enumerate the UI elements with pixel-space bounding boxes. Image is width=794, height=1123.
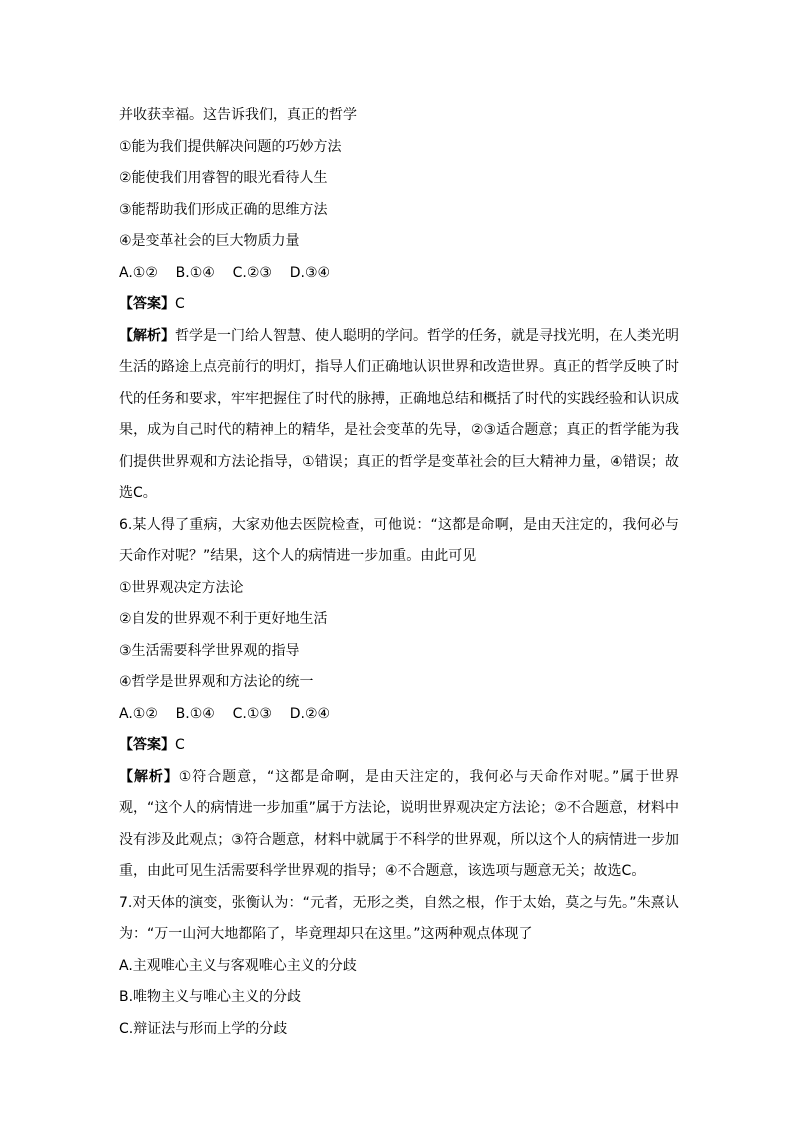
q6-stem: 6.某人得了重病，大家劝他去医院检查，可他说：“这都是命啊，是由天注定的，我何必与天命作对呢？”结果，这个人的病情进一步加重。由此可见 — [119, 516, 679, 564]
q5-option-3: ③能帮助我们形成正确的思维方法 — [119, 201, 328, 218]
q5-answer — [119, 289, 679, 321]
analysis-label: 【解析】 — [119, 327, 175, 344]
analysis-text: ①符合题意，“这都是命啊，是由天注定的，我何必与天命作对呢。”属于世界观，“这个人的病情进一步加重”属于方法论，说明世界观决定方法论；②不合题意，材料中没有涉及此观点；③符合题意，材料中就属于不科学的世界观，所以这个人的病情进一步加重，由此可见生活需要科学世界观的指导；④不合题意，该选项与题意无关；故选C。 — [119, 768, 680, 879]
q6-analysis — [119, 762, 679, 888]
q5-option-2: ②能使我们用睿智的眼光看待人生 — [119, 170, 328, 186]
q5-stem-continuation: 并收获幸福。这告诉我们，真正的哲学 — [119, 107, 357, 123]
q6-option-2: ②自发的世界观不利于更好地生活 — [119, 611, 328, 627]
q6-option-4: ④哲学是世界观和方法论的统一 — [119, 674, 314, 690]
q6-option-1: ①世界观决定方法论 — [119, 579, 244, 596]
analysis-text: 哲学是一门给人智慧、使人聪明的学问。哲学的任务，就是寻找光明，在人类光明生活的路途上点亮前行的明灯，指导人们正确地认识世界和改造世界。真正的哲学反映了时代的任务和要求，牢牢把握住了时代的脉搏，正确地总结和概括了时代的实践经验和认识成果，成为自己时代的精神上的精华，是社会变革的先导，②③适合题意；真正的哲学能为我们提供世界观和方法论指导，①错误；真正的哲学是变革社会的巨大精神力量，④错误；故选C。 — [119, 327, 679, 501]
answer-value: C — [175, 296, 185, 312]
answer-label: 【答案】 — [119, 296, 175, 312]
page-content — [119, 100, 679, 1045]
q7-option-c: C.辩证法与形而上学的分歧 — [119, 1020, 288, 1037]
answer-label: 【答案】 — [119, 737, 175, 753]
q7-stem: 7.对天体的演变，张衡认为：“元者，无形之类，自然之根，作于太始，莫之与先。”朱熹认为：“万一山河大地都陷了，毕竟理却只在这里。”这两种观点体现了 — [119, 894, 679, 942]
q5-analysis — [119, 321, 679, 510]
q6-answer — [119, 730, 679, 762]
q5-option-4: ④是变革社会的巨大物质力量 — [119, 233, 300, 249]
answer-value: C — [175, 737, 185, 753]
q6-option-3: ③生活需要科学世界观的指导 — [119, 642, 300, 659]
q6-choices: A.①② B.①④ C.①③ D.②④ — [119, 705, 331, 722]
q5-option-1: ①能为我们提供解决问题的巧妙方法 — [119, 138, 342, 155]
q7-option-a: A.主观唯心主义与客观唯心主义的分歧 — [119, 957, 357, 974]
q5-choices: A.①② B.①④ C.②③ D.③④ — [119, 264, 331, 281]
analysis-label: 【解析】 — [119, 768, 179, 785]
q7-option-b: B.唯物主义与唯心主义的分歧 — [119, 989, 302, 1005]
